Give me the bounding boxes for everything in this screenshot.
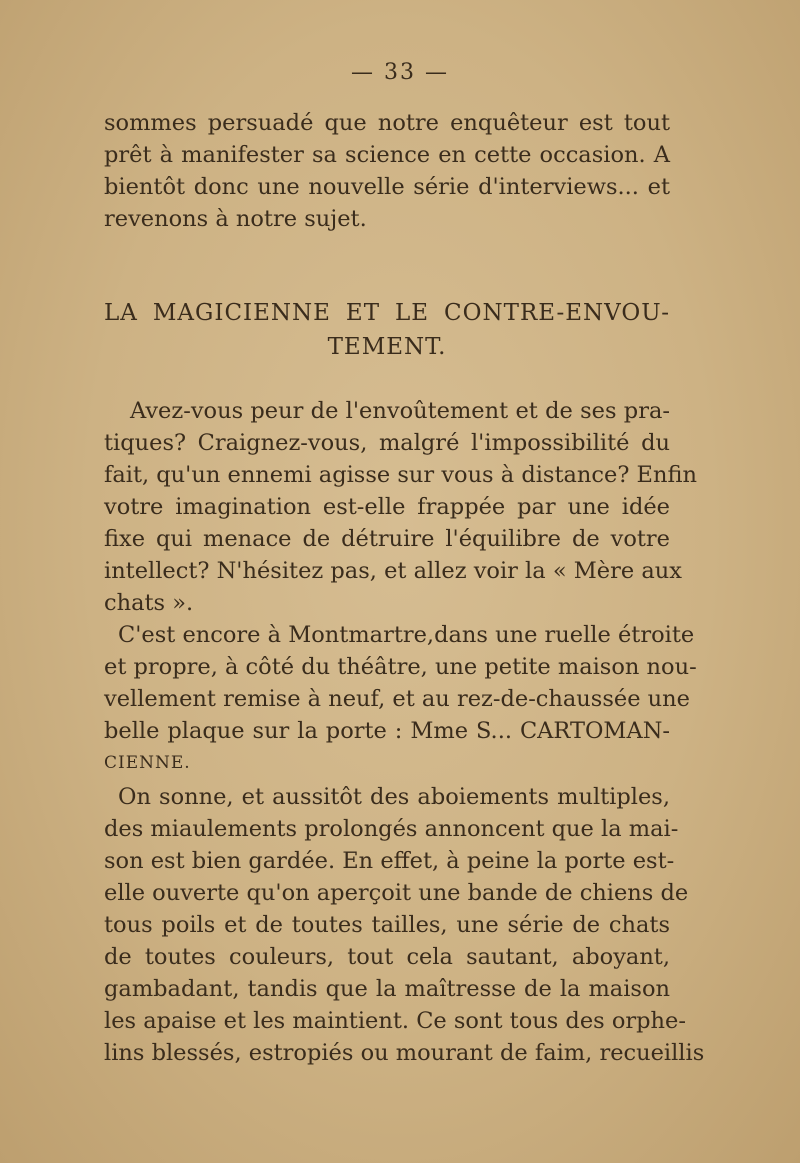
text-line: intellect? N'hésitez pas, et allez voir la « Mère aux [104,558,682,584]
text-line: prêt à manifester sa science en cette occasion. A [104,142,670,168]
text-line: bientôt donc une nouvelle série d'interviews... et [104,174,670,200]
text-line: son est bien gardée. En effet, à peine la porte est- [104,848,675,874]
text-line: elle ouverte qu'on aperçoit une bande de chiens de [104,880,689,906]
text-line: Avez-vous peur de l'envoûtement et de ses pra- [130,398,670,424]
text-line: On sonne, et aussitôt des aboiements multiples, [118,784,670,810]
page-number: — 33 — [351,60,449,85]
text-line: vellement remise à neuf, et au rez-de-chaussée une [104,686,690,712]
text-line: les apaise et les maintient. Ce sont tous des orphe- [104,1008,686,1034]
text-line: CIENNE. [104,753,191,773]
section-heading: LA MAGICIENNE ET LE CONTRE-ENVOU- [104,300,670,326]
text-line: et propre, à côté du théâtre, une petite maison nou- [104,654,697,680]
text-line: fixe qui menace de détruire l'équilibre de votre [104,526,670,552]
text-line: tous poils et de toutes tailles, une série de chats [104,912,670,938]
text-line: gambadant, tandis que la maîtresse de la maison [104,976,670,1002]
text-line: C'est encore à Montmartre,dans une ruelle étroite [118,622,695,648]
text-line: des miaulements prolongés annoncent que la mai- [104,816,679,842]
section-heading: TEMENT. [327,334,447,360]
text-line: belle plaque sur la porte : Mme S... CARTOMAN- [104,718,670,744]
text-line: votre imagination est-elle frappée par une idée [104,494,670,520]
text-line: sommes persuadé que notre enquêteur est tout [104,110,670,136]
text-line: fait, qu'un ennemi agisse sur vous à distance? Enfin [104,462,697,488]
text-line: revenons à notre sujet. [104,206,367,232]
text-line: tiques? Craignez-vous, malgré l'impossibilité du [104,430,670,456]
text-line: chats ». [104,590,194,616]
text-line: de toutes couleurs, tout cela sautant, aboyant, [104,944,670,970]
text-line: lins blessés, estropiés ou mourant de faim, recueillis [104,1040,705,1066]
